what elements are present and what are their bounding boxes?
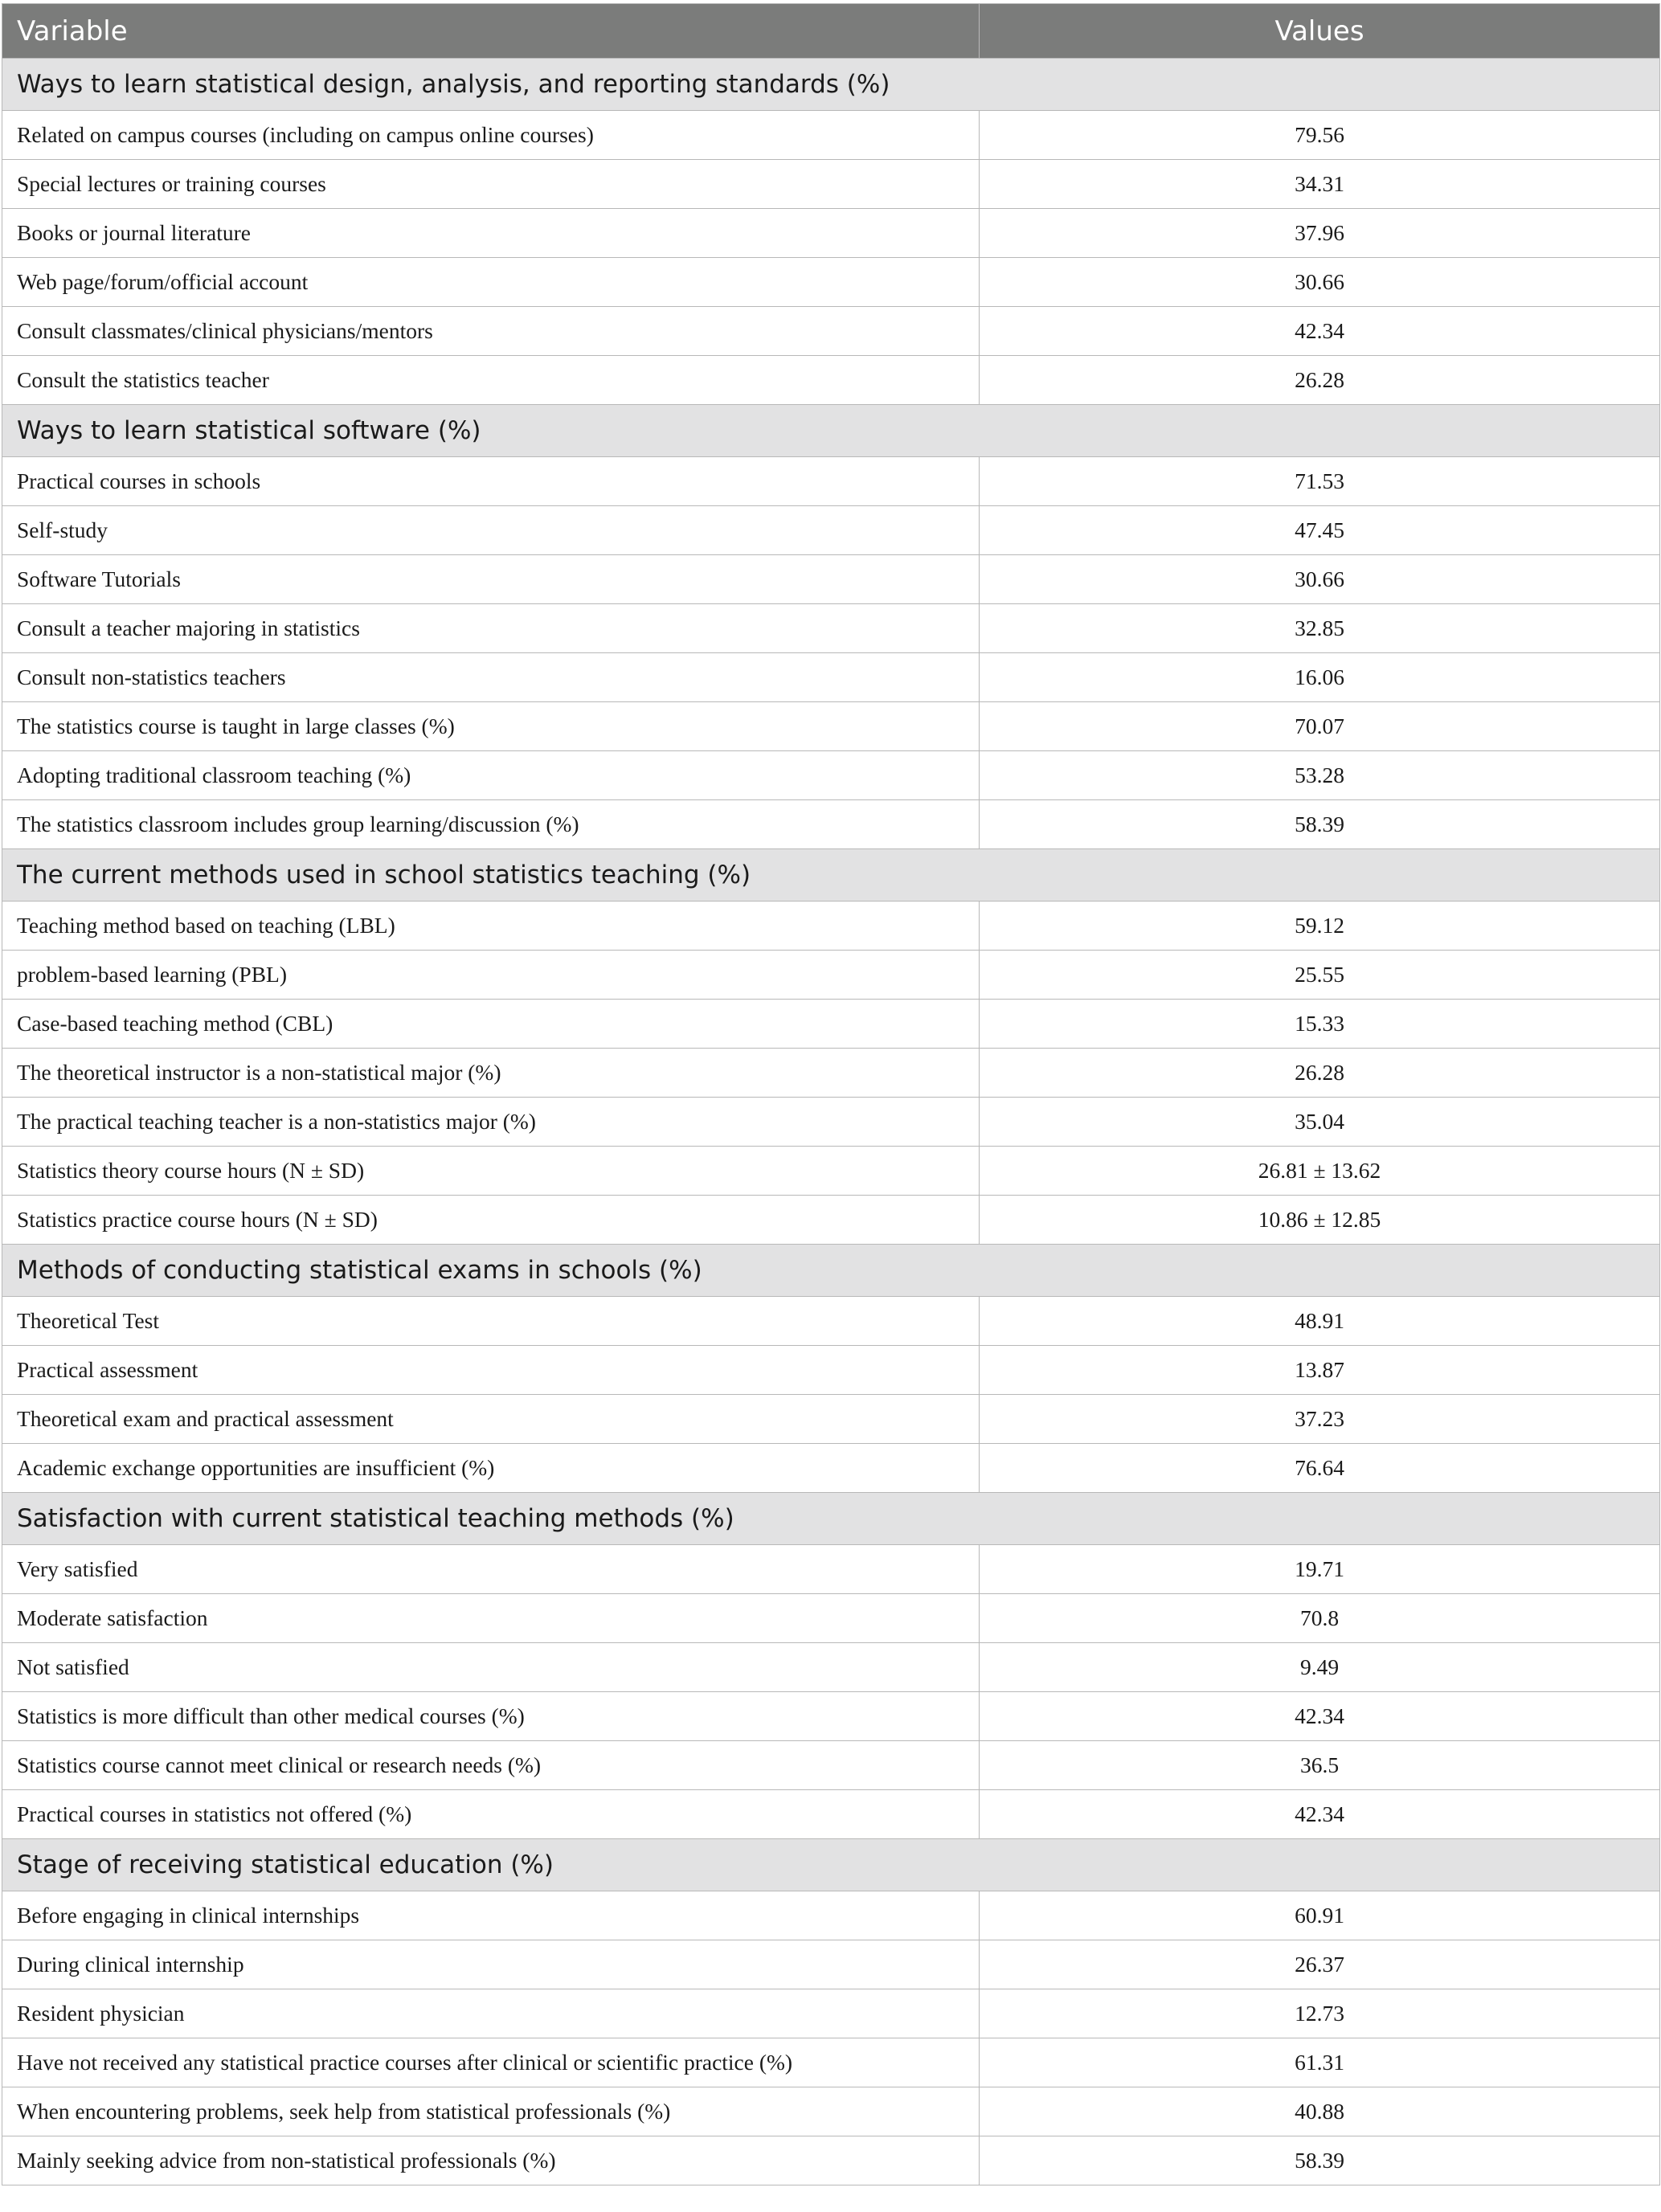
value-cell: 60.91 (980, 1891, 1660, 1940)
variable-cell: Related on campus courses (including on campus online courses) (2, 111, 980, 160)
variable-cell: Self-study (2, 506, 980, 555)
table-row (2, 2087, 1660, 2136)
table-row (2, 702, 1660, 751)
variable-cell: Consult a teacher majoring in statistics (2, 604, 980, 653)
variable-cell: Practical assessment (2, 1346, 980, 1395)
value-cell: 71.53 (980, 457, 1660, 506)
variable-cell: Special lectures or training courses (2, 160, 980, 209)
section-title: Ways to learn statistical design, analysis, and reporting standards (%) (2, 59, 1660, 111)
section-header-row (2, 1245, 1660, 1297)
value-cell: 70.07 (980, 702, 1660, 751)
value-cell: 9.49 (980, 1643, 1660, 1692)
value-cell: 26.28 (980, 1049, 1660, 1098)
statistics-education-table-container (2, 3, 1659, 2185)
variable-cell: Mainly seeking advice from non-statistical professionals (%) (2, 2136, 980, 2185)
value-cell: 76.64 (980, 1444, 1660, 1493)
table-row (2, 951, 1660, 1000)
section-title: Methods of conducting statistical exams in schools (%) (2, 1245, 1660, 1297)
table-row (2, 1000, 1660, 1049)
variable-cell: Academic exchange opportunities are insufficient (%) (2, 1444, 980, 1493)
table-row (2, 1098, 1660, 1147)
value-cell: 15.33 (980, 1000, 1660, 1049)
value-cell: 59.12 (980, 902, 1660, 951)
value-cell: 10.86 ± 12.85 (980, 1196, 1660, 1245)
variable-cell: Case-based teaching method (CBL) (2, 1000, 980, 1049)
value-cell: 26.28 (980, 356, 1660, 405)
table-row (2, 555, 1660, 604)
table-row (2, 800, 1660, 849)
value-cell: 40.88 (980, 2087, 1660, 2136)
table-row (2, 160, 1660, 209)
variable-cell: Consult classmates/clinical physicians/mentors (2, 307, 980, 356)
section-header-row (2, 59, 1660, 111)
variable-cell: Not satisfied (2, 1643, 980, 1692)
table-row (2, 1790, 1660, 1839)
column-header-variable: Variable (2, 4, 980, 59)
value-cell: 42.34 (980, 1692, 1660, 1741)
variable-cell: Software Tutorials (2, 555, 980, 604)
variable-cell: The statistics classroom includes group learning/discussion (%) (2, 800, 980, 849)
table-row (2, 2038, 1660, 2087)
column-header-values: Values (980, 4, 1660, 59)
table-header (2, 4, 1660, 59)
table-row (2, 1594, 1660, 1643)
table-row (2, 1395, 1660, 1444)
table-row (2, 1643, 1660, 1692)
table-row (2, 258, 1660, 307)
variable-cell: During clinical internship (2, 1940, 980, 1989)
table-row (2, 1940, 1660, 1989)
value-cell: 12.73 (980, 1989, 1660, 2038)
table-row (2, 356, 1660, 405)
variable-cell: Theoretical Test (2, 1297, 980, 1346)
variable-cell: Practical courses in schools (2, 457, 980, 506)
variable-cell: The statistics course is taught in large classes (%) (2, 702, 980, 751)
table-row (2, 1741, 1660, 1790)
table-row (2, 1989, 1660, 2038)
value-cell: 70.8 (980, 1594, 1660, 1643)
variable-cell: Moderate satisfaction (2, 1594, 980, 1643)
variable-cell: Consult non-statistics teachers (2, 653, 980, 702)
value-cell: 37.96 (980, 209, 1660, 258)
statistics-education-table (2, 3, 1660, 2185)
variable-cell: Have not received any statistical practice courses after clinical or scientific practice (%) (2, 2038, 980, 2087)
table-row (2, 1049, 1660, 1098)
variable-cell: Statistics course cannot meet clinical or research needs (%) (2, 1741, 980, 1790)
value-cell: 25.55 (980, 951, 1660, 1000)
variable-cell: Theoretical exam and practical assessment (2, 1395, 980, 1444)
variable-cell: The theoretical instructor is a non-statistical major (%) (2, 1049, 980, 1098)
value-cell: 47.45 (980, 506, 1660, 555)
table-row (2, 1297, 1660, 1346)
variable-cell: Very satisfied (2, 1545, 980, 1594)
value-cell: 30.66 (980, 555, 1660, 604)
value-cell: 58.39 (980, 800, 1660, 849)
section-title: Stage of receiving statistical education (%) (2, 1839, 1660, 1891)
value-cell: 36.5 (980, 1741, 1660, 1790)
variable-cell: problem-based learning (PBL) (2, 951, 980, 1000)
table-row (2, 1545, 1660, 1594)
variable-cell: Before engaging in clinical internships (2, 1891, 980, 1940)
variable-cell: Consult the statistics teacher (2, 356, 980, 405)
value-cell: 19.71 (980, 1545, 1660, 1594)
value-cell: 35.04 (980, 1098, 1660, 1147)
value-cell: 58.39 (980, 2136, 1660, 2185)
table-row (2, 1444, 1660, 1493)
section-title: Satisfaction with current statistical teaching methods (%) (2, 1493, 1660, 1545)
table-body (2, 59, 1660, 2185)
value-cell: 34.31 (980, 160, 1660, 209)
variable-cell: Statistics practice course hours (N ± SD) (2, 1196, 980, 1245)
section-header-row (2, 1493, 1660, 1545)
table-row (2, 902, 1660, 951)
variable-cell: Practical courses in statistics not offered (%) (2, 1790, 980, 1839)
variable-cell: Statistics theory course hours (N ± SD) (2, 1147, 980, 1196)
table-row (2, 1196, 1660, 1245)
table-row (2, 1147, 1660, 1196)
section-header-row (2, 1839, 1660, 1891)
variable-cell: Adopting traditional classroom teaching (%) (2, 751, 980, 800)
table-header-row (2, 4, 1660, 59)
table-row (2, 653, 1660, 702)
table-row (2, 506, 1660, 555)
value-cell: 37.23 (980, 1395, 1660, 1444)
variable-cell: Web page/forum/official account (2, 258, 980, 307)
section-header-row (2, 849, 1660, 902)
variable-cell: Books or journal literature (2, 209, 980, 258)
table-row (2, 307, 1660, 356)
section-header-row (2, 405, 1660, 457)
value-cell: 42.34 (980, 1790, 1660, 1839)
value-cell: 16.06 (980, 653, 1660, 702)
variable-cell: The practical teaching teacher is a non-statistics major (%) (2, 1098, 980, 1147)
variable-cell: Teaching method based on teaching (LBL) (2, 902, 980, 951)
table-row (2, 751, 1660, 800)
variable-cell: When encountering problems, seek help from statistical professionals (%) (2, 2087, 980, 2136)
section-title: The current methods used in school statistics teaching (%) (2, 849, 1660, 902)
table-row (2, 1346, 1660, 1395)
value-cell: 26.81 ± 13.62 (980, 1147, 1660, 1196)
table-row (2, 604, 1660, 653)
value-cell: 32.85 (980, 604, 1660, 653)
value-cell: 30.66 (980, 258, 1660, 307)
table-row (2, 1692, 1660, 1741)
table-row (2, 209, 1660, 258)
value-cell: 61.31 (980, 2038, 1660, 2087)
variable-cell: Statistics is more difficult than other medical courses (%) (2, 1692, 980, 1741)
table-row (2, 2136, 1660, 2185)
table-row (2, 1891, 1660, 1940)
section-title: Ways to learn statistical software (%) (2, 405, 1660, 457)
value-cell: 26.37 (980, 1940, 1660, 1989)
value-cell: 53.28 (980, 751, 1660, 800)
value-cell: 13.87 (980, 1346, 1660, 1395)
variable-cell: Resident physician (2, 1989, 980, 2038)
table-row (2, 111, 1660, 160)
value-cell: 42.34 (980, 307, 1660, 356)
value-cell: 48.91 (980, 1297, 1660, 1346)
value-cell: 79.56 (980, 111, 1660, 160)
table-row (2, 457, 1660, 506)
